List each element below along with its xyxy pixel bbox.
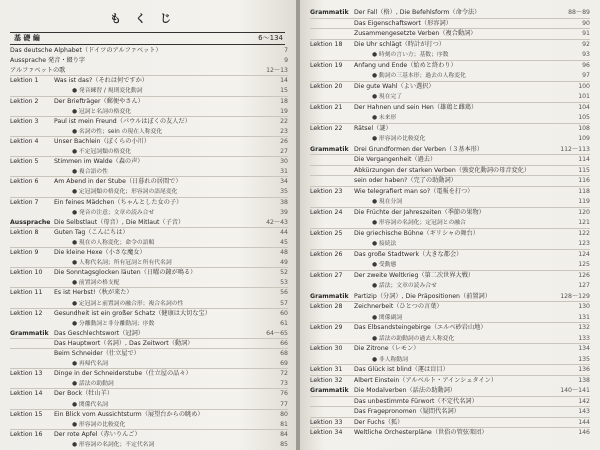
- page-number: 114: [578, 156, 590, 163]
- toc-entry: [300, 187, 600, 197]
- page-number: 53: [280, 279, 288, 287]
- page-number: 115: [578, 166, 590, 174]
- page-number: 77: [280, 400, 288, 408]
- page-number: 97: [582, 72, 590, 79]
- page-number: 76: [280, 390, 288, 398]
- section-pages: 6～134: [258, 34, 283, 42]
- entry-title: Unser Bachlein（ぼくらの小川）: [54, 137, 151, 145]
- entry-title: ● 形容詞の比較変化: [72, 421, 126, 428]
- page-number: 81: [280, 420, 288, 428]
- toc-entry: [300, 124, 600, 134]
- page-number: 26: [280, 137, 288, 145]
- toc-entry: [0, 137, 298, 147]
- entry-title: Das deutsche Alphabet（ドイツのアルファベット）: [10, 47, 162, 54]
- toc-entry: [0, 319, 298, 329]
- page-number: 130: [578, 303, 590, 310]
- entry-title: Die Modalverben（話法の助動詞）: [354, 387, 456, 394]
- toc-entry: [300, 428, 600, 438]
- page-number: 143: [578, 408, 590, 415]
- toc-entry: [0, 288, 298, 298]
- page-number: 27: [280, 148, 288, 155]
- toc-entry: [300, 19, 600, 29]
- entry-title: ● 発音の注意；文章の読み合せ: [72, 209, 155, 216]
- page-number: 120: [578, 208, 590, 216]
- entry-title: Weltliche Orchesterpläne（世俗の管弦楽団）: [354, 429, 488, 436]
- toc-entry: [0, 157, 298, 167]
- entry-title: ● 冠詞と名詞の格変化: [72, 108, 132, 115]
- entry-title: Das Hauptwort（名詞）, Das Zeitwort（動詞）: [54, 339, 194, 347]
- entry-title: ● 再帰代名詞: [72, 361, 108, 368]
- page-number: 134: [578, 345, 590, 352]
- page-number: 61: [280, 319, 288, 327]
- page-number: 15: [280, 87, 288, 95]
- toc-entry: [300, 271, 600, 281]
- entry-title: ● 現在分詞: [372, 199, 403, 205]
- page-number: 91: [582, 30, 590, 37]
- toc-entry: [300, 397, 600, 407]
- toc-entry: [300, 50, 600, 60]
- toc-entry: [0, 369, 298, 379]
- toc-entry: [300, 250, 600, 260]
- page-number: 136: [578, 366, 590, 373]
- toc-entry: [0, 440, 298, 450]
- page-number: 112～113: [560, 145, 590, 153]
- page-number: 18: [280, 97, 288, 105]
- lesson-category: Grammatik: [310, 145, 349, 153]
- toc-entry: [0, 349, 298, 359]
- entry-title: Der Briefträger（郵便やさん）: [54, 97, 144, 105]
- lesson-category: Lektion 11: [10, 289, 43, 297]
- page-number: 116: [578, 177, 590, 184]
- page-number: 69: [280, 360, 288, 368]
- lesson-category: Lektion 4: [10, 137, 39, 145]
- page-number: 52: [280, 269, 288, 277]
- page-number: 108: [578, 124, 590, 132]
- toc-entry: [0, 117, 298, 127]
- page-number: 45: [280, 238, 288, 246]
- entry-title: アルファベットの歌: [10, 67, 66, 75]
- page-number: 84: [280, 430, 288, 438]
- toc-entry: [0, 97, 298, 107]
- lesson-category: Grammatik: [310, 387, 349, 394]
- lesson-category: Lektion 29: [310, 324, 343, 331]
- page-number: 96: [582, 61, 590, 69]
- toc-entry: [300, 155, 600, 165]
- entry-title: Ein feines Mädchen（ちゃんとした女の子）: [54, 198, 183, 206]
- toc-entry: [300, 71, 600, 81]
- page-number: 118: [578, 187, 590, 195]
- toc-entry: [300, 292, 600, 302]
- toc-entry: [300, 365, 600, 375]
- page-number: 30: [280, 158, 288, 166]
- lesson-category: Lektion 31: [310, 366, 343, 373]
- entry-title: Aussprache 発音・綴り字: [10, 57, 86, 65]
- entry-title: Das Glück ist blind（運は盲目）: [354, 366, 449, 373]
- page-number: 34: [280, 178, 288, 186]
- toc-entry: [0, 410, 298, 420]
- page-number: 22: [280, 117, 288, 125]
- toc-entry: [300, 260, 600, 270]
- entry-title: Der Fuchs（狐）: [354, 418, 404, 426]
- entry-title: Anfang und Ende（始めと終わり）: [354, 61, 457, 69]
- entry-title: Die kleine Hexe（小さな魔女）: [54, 249, 146, 256]
- lesson-category: Lektion 28: [310, 303, 343, 310]
- page-number: 109: [578, 135, 590, 142]
- page-number: 39: [280, 208, 288, 216]
- lesson-category: Grammatik: [310, 9, 349, 16]
- page-number: 60: [280, 309, 288, 317]
- page-number: 123: [578, 240, 590, 247]
- page-number: 23: [280, 127, 288, 135]
- entry-title: ● 形容詞の比較変化: [372, 136, 426, 142]
- toc-entry: [300, 208, 600, 218]
- entry-title: ● 話法の助動詞: [72, 381, 114, 388]
- lesson-category: Lektion 12: [10, 309, 43, 317]
- lesson-category: Lektion 13: [10, 370, 43, 378]
- page-number: 144: [578, 418, 590, 426]
- page-number: 104: [578, 103, 590, 111]
- entry-title: ● 現在の人称変化；命令の語順: [72, 239, 155, 246]
- lesson-category: Lektion 32: [310, 376, 343, 384]
- entry-title: Die Früchte der Jahreszeiten（季節の果物）: [354, 208, 485, 216]
- entry-title: Ein Blick vom Aussichtsturm（展望台からの眺め）: [54, 410, 204, 418]
- entry-title: Der rote Apfel（赤いりんご）: [54, 430, 141, 438]
- toc-entry: [0, 177, 298, 187]
- toc-entry: [300, 103, 600, 113]
- toc-entry: [0, 228, 298, 238]
- entry-title: ● 話法の助動詞の過去人称変化: [372, 335, 455, 342]
- page-number: 128～129: [560, 292, 590, 300]
- page-number: 73: [280, 380, 288, 388]
- entry-title: ● 時刻の言い方；基数；序数: [372, 52, 449, 58]
- section-header: [10, 32, 285, 45]
- lesson-category: Lektion 16: [10, 430, 43, 438]
- toc-entry: [300, 113, 600, 123]
- entry-title: Albert Einstein（アルベルト・アインシュタイン）: [354, 376, 498, 384]
- page-number: 49: [280, 259, 288, 267]
- toc-entry: [300, 40, 600, 50]
- page-number: 7: [284, 47, 288, 54]
- page-number: 48: [280, 249, 288, 256]
- lesson-category: Lektion 18: [310, 40, 343, 48]
- entry-title: Abkürzungen der starken Verben（強変化動詞の母音変化）: [354, 166, 531, 174]
- lesson-category: Lektion 27: [310, 271, 343, 279]
- toc-entry: [0, 76, 298, 86]
- entry-title: Was ist das?（それは何ですか）: [54, 77, 148, 85]
- entry-title: ● 分離動詞と非分離動詞；序数: [72, 320, 155, 327]
- entry-title: Es ist Herbst!（秋が来た）: [54, 289, 133, 297]
- lesson-category: Lektion 8: [10, 228, 39, 236]
- page-number: 57: [280, 299, 288, 307]
- page-number: 146: [578, 429, 590, 436]
- entry-title: ● 形容詞の名詞化；不定代名詞: [72, 441, 155, 448]
- entry-title: ● 関係副詞: [372, 314, 403, 321]
- toc-entry: [300, 407, 600, 417]
- page-number: 9: [284, 57, 288, 65]
- entry-title: Zeichnerbeit（ひとつの言葉）: [354, 303, 443, 310]
- entry-title: Die griechische Bühne（ギリシャの舞台）: [354, 229, 479, 237]
- toc-entry: [300, 61, 600, 71]
- entry-title: Die Sonntagsglocken läuten（日曜の鐘が鳴る）: [54, 269, 197, 277]
- toc-entry: [0, 208, 298, 218]
- entry-title: ● 形容詞の名詞化；定冠詞との融合: [372, 220, 466, 226]
- toc-entry: [300, 376, 600, 386]
- page-number: 140～141: [560, 387, 590, 394]
- toc-entry: [300, 418, 600, 428]
- page-number: 125: [578, 261, 590, 268]
- lesson-category: Lektion 6: [10, 178, 39, 186]
- toc-entry: [300, 323, 600, 333]
- entry-title: ● 名詞の性；sein の現在人称変化: [72, 128, 163, 135]
- page-number: 56: [280, 289, 288, 297]
- right-page: [300, 0, 600, 450]
- entry-title: Am Abend in der Stube（日暮れの居間で）: [54, 178, 182, 186]
- lesson-category: Lektion 19: [310, 61, 343, 69]
- toc-entry: [300, 92, 600, 102]
- page-number: 138: [578, 376, 590, 384]
- entry-title: Wie telegrafiert man so?（電報を打つ）: [354, 187, 474, 195]
- lesson-category: Lektion 9: [10, 249, 39, 256]
- toc-entry: [0, 248, 298, 258]
- page-number: 35: [280, 188, 288, 196]
- toc-entry: [300, 302, 600, 312]
- page-title: もくじ: [110, 12, 185, 25]
- page-number: 121: [578, 219, 590, 226]
- lesson-category: Lektion 34: [310, 429, 343, 436]
- lesson-category: Lektion 26: [310, 250, 343, 258]
- page-number: 92: [582, 40, 590, 48]
- entry-title: Paul ist mein Freund（パウルはぼくの友人だ）: [54, 117, 191, 125]
- entry-title: Gesundheit ist ein großer Schatz（健康は大切な宝）: [54, 309, 211, 317]
- lesson-category: Aussprache: [10, 218, 50, 226]
- lesson-category: Lektion 23: [310, 187, 343, 195]
- toc-entry: [300, 218, 600, 228]
- entry-title: Die Selbstlaut（母音）, Die Mitlaut（子音）: [54, 218, 185, 226]
- entry-title: ● 接続法: [372, 241, 397, 247]
- lesson-category: Lektion 22: [310, 124, 343, 132]
- toc-entry: [300, 313, 600, 323]
- toc-entry: [300, 239, 600, 249]
- entry-title: ● 現在完了: [372, 94, 403, 100]
- entry-title: Das große Stadtwerk（大きな都会）: [354, 250, 463, 258]
- page-number: 88～89: [568, 9, 590, 16]
- entry-title: Guten Tag（こんにちは）: [54, 228, 129, 236]
- page-number: 38: [280, 198, 288, 206]
- page-number: 132: [578, 324, 590, 331]
- toc-entry: [300, 166, 600, 176]
- page-number: 122: [578, 229, 590, 237]
- toc-entry: [300, 334, 600, 344]
- toc-entry: [300, 197, 600, 207]
- toc-entry: [300, 82, 600, 92]
- toc-entry: [300, 8, 600, 18]
- lesson-category: Lektion 10: [10, 269, 43, 277]
- toc-entry: [300, 229, 600, 239]
- entry-title: sein oder haben?（完了の助動詞）: [354, 177, 457, 184]
- entry-title: Der zweite Weltkrieg（第二次世界大戦）: [354, 271, 475, 279]
- left-page: [0, 0, 298, 450]
- entry-title: Die Uhr schlägt（時計が打つ）: [354, 40, 445, 48]
- entry-title: Die Zitrone（レモン）: [354, 345, 420, 352]
- page-number: 19: [280, 107, 288, 115]
- page-number: 124: [578, 250, 590, 258]
- entry-title: ● 非人称動詞: [372, 356, 408, 363]
- page-number: 68: [280, 350, 288, 357]
- entry-title: ● 人称代名詞；所有冠詞と所有代名詞: [72, 260, 172, 267]
- entry-title: ● 未来形: [372, 115, 397, 121]
- toc-entry: [300, 134, 600, 144]
- entry-title: ● 発音練習 / 規則変化動詞: [72, 88, 143, 95]
- page-number: 66: [280, 339, 288, 347]
- page-number: 100: [578, 82, 590, 90]
- page-number: 72: [280, 370, 288, 378]
- entry-title: ● 受動態: [372, 262, 397, 268]
- page-number: 131: [578, 313, 590, 321]
- entry-title: Die Vergangenheit（過去）: [354, 156, 437, 163]
- lesson-category: Lektion 33: [310, 418, 343, 426]
- toc-entry: [0, 198, 298, 208]
- lesson-category: Lektion 7: [10, 198, 39, 206]
- lesson-category: Lektion 14: [10, 390, 43, 398]
- entry-title: Stimmen im Walde（森の声）: [54, 158, 144, 166]
- entry-title: ● 複合語の性: [72, 169, 108, 176]
- page-number: 31: [280, 168, 288, 176]
- toc-entry: [0, 430, 298, 440]
- page-number: 90: [582, 19, 590, 27]
- page-number: 44: [280, 228, 288, 236]
- toc-entry: [0, 389, 298, 399]
- page-number: 80: [280, 410, 288, 418]
- entry-title: ● 動詞の三基本形；過去の人称変化: [372, 73, 466, 79]
- lesson-category: Lektion 20: [310, 82, 343, 90]
- entry-title: ● 関係代名詞: [72, 401, 108, 408]
- entry-title: Partizip（分詞）, Die Präpositionen（前置詞）: [354, 292, 491, 300]
- toc-entry: [300, 145, 600, 155]
- lesson-category: Lektion 30: [310, 345, 343, 352]
- entry-title: Das Geschlechtswort（冠詞）: [54, 329, 144, 337]
- page-number: 93: [582, 51, 590, 58]
- page-number: 14: [280, 77, 288, 85]
- entry-title: ● 定冠詞と前置詞の融合形；複合名詞の性: [72, 300, 184, 307]
- entry-title: Der Hahnen und sein Hen（雄鶏と雌鶏）: [354, 103, 478, 111]
- lesson-category: Lektion 3: [10, 117, 39, 125]
- toc-entry: [300, 386, 600, 396]
- toc-entry: [0, 46, 298, 56]
- toc-entry: [0, 268, 298, 278]
- section-label: 基 礎 編: [14, 34, 40, 42]
- lesson-category: Lektion 5: [10, 158, 39, 166]
- page-number: 135: [578, 355, 590, 363]
- page-number: 12～13: [266, 67, 288, 75]
- entry-title: Das Fragepronomen（疑問代名詞）: [354, 408, 460, 415]
- toc-entry: [300, 176, 600, 186]
- toc-entry: [0, 56, 298, 66]
- page-number: 142: [578, 397, 590, 405]
- entry-title: Drei Grundformen der Verben（３基本形）: [354, 145, 484, 153]
- entry-title: Zusammengesetzte Verben（複合動詞）: [354, 30, 477, 37]
- page-number: 85: [280, 440, 288, 448]
- lesson-category: Lektion 24: [310, 208, 343, 216]
- page-number: 133: [578, 334, 590, 342]
- lesson-category: Lektion 21: [310, 103, 343, 111]
- entry-title: ● 前置詞の格支配: [72, 280, 120, 287]
- toc-entry: [300, 29, 600, 39]
- entry-title: Das unbestimmte Fürwort（不定代名詞）: [354, 397, 478, 405]
- toc-entry: [300, 355, 600, 365]
- entry-title: Dinge in der Schneiderstube（仕立屋の品々）: [54, 370, 192, 378]
- entry-title: ● 不定冠詞類の格変化: [72, 149, 132, 155]
- page-number: 105: [578, 114, 590, 121]
- entry-title: Der Fall（格）, Die Befehlsform（命令法）: [354, 9, 481, 16]
- entry-title: ● 定冠詞類の格変化；形容詞の語尾変化: [72, 189, 178, 196]
- lesson-category: Lektion 1: [10, 77, 39, 85]
- page-number: 126: [578, 271, 590, 279]
- lesson-category: Lektion 25: [310, 229, 343, 237]
- page-number: 64～65: [266, 329, 288, 337]
- page-number: 119: [578, 198, 590, 205]
- entry-title: Rätsel（謎）: [354, 124, 392, 132]
- toc-entry: [300, 344, 600, 354]
- lesson-category: Lektion 15: [10, 410, 43, 418]
- entry-title: Das Elbsandsteingebirge（エルベ砂岩山地）: [354, 324, 487, 331]
- entry-title: Das Eigenschaftswort（形容詞）: [354, 19, 452, 27]
- lesson-category: Grammatik: [10, 329, 49, 337]
- entry-title: Beim Schneider（仕立屋で）: [54, 350, 140, 357]
- toc-entry: [0, 309, 298, 319]
- page-number: 101: [578, 93, 590, 100]
- toc-entry: [300, 281, 600, 291]
- lesson-category: Lektion 2: [10, 97, 39, 105]
- lesson-category: Grammatik: [310, 292, 349, 300]
- page-number: 127: [578, 282, 590, 289]
- entry-title: ● 話法；文章の読み合せ: [372, 283, 437, 289]
- entry-title: Der Bock（牡山羊）: [54, 390, 114, 398]
- page-number: 42～43: [266, 218, 288, 226]
- entry-title: Die gute Wahl（よい選択）: [354, 82, 435, 90]
